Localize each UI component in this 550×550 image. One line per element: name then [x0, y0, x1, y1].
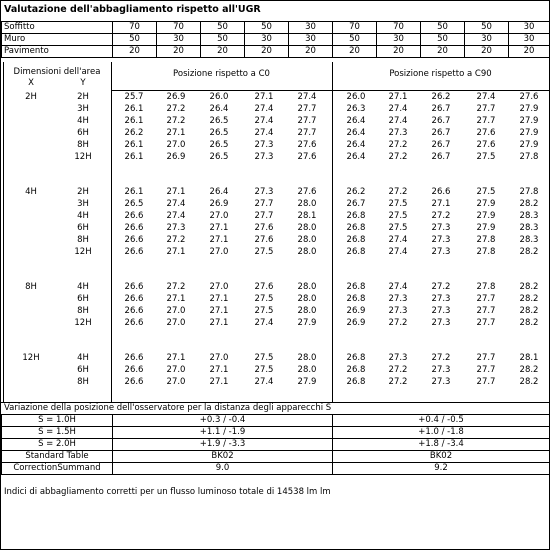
ugr-c0-value: 26.5	[209, 128, 229, 138]
ugr-c0-value: 27.4	[254, 104, 274, 114]
ugr-c90-value: 27.7	[476, 294, 496, 304]
ugr-c90-value: 27.1	[388, 92, 408, 102]
reflectance-row	[2, 34, 550, 46]
ugr-c0-value: 27.4	[166, 211, 186, 221]
ugr-c0-value: 27.2	[166, 116, 186, 126]
ugr-c90-value: 27.7	[476, 377, 496, 387]
ugr-c0-value: 26.5	[209, 140, 229, 150]
reflectance-value: 20	[509, 46, 550, 58]
room-y-value: 3H	[77, 104, 89, 114]
ugr-c90-value: 27.9	[476, 211, 496, 221]
ugr-c90-value: 27.6	[519, 92, 539, 102]
ugr-c90-value: 26.4	[346, 140, 366, 150]
ugr-c0-value: 26.9	[166, 92, 186, 102]
room-y-value: 6H	[77, 294, 89, 304]
ugr-c90-value: 26.6	[431, 187, 451, 197]
room-y-value: 12H	[74, 318, 92, 328]
ugr-c0-value: 26.6	[124, 365, 144, 375]
room-y-value: 2H	[77, 92, 89, 102]
room-y-value: 6H	[77, 223, 89, 233]
ugr-c90-value: 27.9	[519, 140, 539, 150]
ugr-c90-value: 26.7	[431, 128, 451, 138]
ugr-c0-value: 27.1	[209, 223, 229, 233]
ugr-c0-value: 26.1	[124, 187, 144, 197]
ugr-c0-value: 28.0	[297, 247, 317, 257]
ugr-c90-value: 26.8	[346, 211, 366, 221]
ugr-c90-value: 27.7	[476, 318, 496, 328]
ugr-c0-value: 27.6	[297, 140, 317, 150]
reflectance-value: 70	[157, 22, 201, 34]
ugr-c90-value: 27.4	[388, 116, 408, 126]
standard-table-row-label: Standard Table	[2, 451, 113, 463]
reflectance-value: 30	[289, 22, 333, 34]
reflectance-value: 20	[377, 46, 421, 58]
ugr-c90-value: 27.6	[476, 140, 496, 150]
ugr-c0-value: 27.4	[254, 128, 274, 138]
ugr-c90-value: 28.2	[519, 294, 539, 304]
reflectance-value: 50	[333, 34, 377, 46]
room-x-value: 4H	[25, 187, 37, 197]
ugr-c0-value: 28.0	[297, 306, 317, 316]
ugr-c90-value: 26.8	[346, 282, 366, 292]
room-y-value: 4H	[77, 116, 89, 126]
ugr-c90-value: 26.9	[346, 306, 366, 316]
ugr-c90-value: 27.2	[388, 187, 408, 197]
ugr-c90-value: 26.8	[346, 377, 366, 387]
ugr-c90-value: 28.3	[519, 211, 539, 221]
ugr-c90-value: 27.3	[431, 306, 451, 316]
ugr-c90-value: 26.8	[346, 235, 366, 245]
ugr-c90-value: 27.9	[476, 223, 496, 233]
ugr-c0-value: 28.1	[297, 211, 317, 221]
variation-row-c90: +0.4 / -0.5	[333, 415, 550, 427]
reflectance-value: 20	[113, 46, 157, 58]
ugr-c90-value: 27.1	[431, 199, 451, 209]
ugr-c0-value: 27.6	[254, 223, 274, 233]
reflectance-label: Pavimento	[2, 46, 113, 58]
ugr-c90-value: 27.5	[476, 187, 496, 197]
position-header-underline	[111, 90, 549, 91]
ugr-c90-value: 26.9	[346, 318, 366, 328]
ugr-c0-value: 26.6	[124, 235, 144, 245]
ugr-c0-value: 27.1	[209, 294, 229, 304]
reflectance-value: 70	[377, 22, 421, 34]
ugr-c0-value: 27.1	[209, 365, 229, 375]
ugr-c90-value: 28.3	[519, 223, 539, 233]
room-y-value: 8H	[77, 377, 89, 387]
room-x-value: 8H	[25, 282, 37, 292]
ugr-c90-value: 27.3	[431, 294, 451, 304]
room-y-value: 12H	[74, 152, 92, 162]
ugr-c0-value: 27.7	[254, 211, 274, 221]
ugr-c90-value: 27.7	[476, 306, 496, 316]
ugr-c90-value: 27.4	[388, 282, 408, 292]
ugr-c0-value: 27.3	[166, 223, 186, 233]
room-dimensions-header: Dimensioni dell'area	[13, 67, 101, 77]
ugr-c90-value: 28.2	[519, 247, 539, 257]
ugr-c90-value: 27.8	[476, 235, 496, 245]
ugr-c0-value: 27.4	[254, 116, 274, 126]
ugr-c90-value: 27.4	[388, 247, 408, 257]
ugr-c90-value: 27.2	[431, 211, 451, 221]
variation-row-label: S = 1.0H	[2, 415, 113, 427]
ugr-c0-value: 27.4	[166, 199, 186, 209]
ugr-c0-value: 25.7	[124, 92, 144, 102]
room-y-value: 4H	[77, 353, 89, 363]
ugr-c0-value: 26.9	[166, 152, 186, 162]
reflectance-table	[1, 21, 550, 58]
ugr-c90-value: 27.2	[388, 318, 408, 328]
ugr-c0-value: 27.3	[254, 140, 274, 150]
ugr-c0-value: 27.7	[254, 199, 274, 209]
c90-position-header: Posizione rispetto a C90	[389, 69, 492, 79]
ugr-c0-value: 26.4	[209, 104, 229, 114]
reflectance-value: 50	[465, 22, 509, 34]
ugr-c0-value: 27.0	[209, 282, 229, 292]
ugr-c0-value: 27.2	[166, 104, 186, 114]
ugr-c90-value: 27.7	[476, 116, 496, 126]
reflectance-value: 50	[421, 34, 465, 46]
ugr-c0-value: 26.6	[124, 306, 144, 316]
variation-title: Variazione della posizione dell'osservatore per la distanza degli apparecchi S	[4, 403, 332, 413]
ugr-c90-value: 27.3	[431, 318, 451, 328]
reflectance-value: 30	[245, 34, 289, 46]
standard-table-row	[2, 451, 550, 463]
ugr-c90-value: 27.9	[519, 104, 539, 114]
reflectance-row	[2, 22, 550, 34]
ugr-c0-value: 27.5	[254, 353, 274, 363]
c0-c90-divider	[332, 62, 333, 402]
ugr-c90-value: 27.9	[476, 199, 496, 209]
c0-position-header: Posizione rispetto a C0	[173, 69, 270, 79]
ugr-c90-value: 27.3	[431, 365, 451, 375]
ugr-c90-value: 27.7	[476, 104, 496, 114]
ugr-c90-value: 27.4	[476, 92, 496, 102]
reflectance-value: 50	[201, 34, 245, 46]
ugr-c0-value: 27.4	[254, 318, 274, 328]
room-y-value: 3H	[77, 199, 89, 209]
ugr-c0-value: 27.3	[254, 187, 274, 197]
footnote: Indici di abbagliamento corretti per un flusso luminoso totale di 14538 lm lm	[4, 487, 331, 497]
ugr-c90-value: 27.2	[431, 353, 451, 363]
ugr-c0-value: 27.1	[209, 377, 229, 387]
ugr-c0-value: 27.1	[166, 247, 186, 257]
variation-row-c0: +1.9 / -3.3	[113, 439, 333, 451]
ugr-c90-value: 27.8	[476, 282, 496, 292]
variation-row-label: S = 1.5H	[2, 427, 113, 439]
room-y-value: 6H	[77, 365, 89, 375]
room-x-value: 12H	[22, 353, 40, 363]
ugr-c0-value: 26.6	[124, 318, 144, 328]
ugr-c90-value: 27.5	[388, 199, 408, 209]
reflectance-value: 30	[377, 34, 421, 46]
ugr-c0-value: 28.0	[297, 235, 317, 245]
ugr-c90-value: 27.3	[431, 377, 451, 387]
ugr-c0-value: 27.0	[166, 365, 186, 375]
ugr-c90-value: 28.2	[519, 199, 539, 209]
standard-table-row-c0: BK02	[113, 451, 333, 463]
ugr-c90-value: 27.3	[388, 353, 408, 363]
ugr-c0-value: 26.5	[209, 116, 229, 126]
ugr-c0-value: 27.9	[297, 318, 317, 328]
correction-summand-row-label: CorrectionSummand	[2, 463, 113, 475]
ugr-c90-value: 26.4	[346, 152, 366, 162]
ugr-c0-value: 26.4	[209, 187, 229, 197]
ugr-c90-value: 26.8	[346, 223, 366, 233]
ugr-c0-value: 26.1	[124, 152, 144, 162]
reflectance-value: 30	[157, 34, 201, 46]
reflectance-value: 20	[333, 46, 377, 58]
room-y-value: 8H	[77, 235, 89, 245]
reflectance-value: 30	[465, 34, 509, 46]
ugr-c90-value: 28.3	[519, 235, 539, 245]
ugr-c0-value: 27.4	[254, 377, 274, 387]
reflectance-value: 20	[465, 46, 509, 58]
ugr-c90-value: 26.3	[346, 104, 366, 114]
ugr-c90-value: 28.2	[519, 318, 539, 328]
ugr-c0-value: 26.5	[124, 199, 144, 209]
ugr-c0-value: 27.1	[166, 128, 186, 138]
ugr-c90-value: 26.7	[346, 199, 366, 209]
reflectance-value: 50	[421, 22, 465, 34]
ugr-c0-value: 27.0	[209, 353, 229, 363]
variation-row	[2, 427, 550, 439]
ugr-c0-value: 26.6	[124, 294, 144, 304]
page-title: Valutazione dell'abbagliamento rispetto all'UGR	[4, 4, 261, 15]
ugr-c0-value: 27.1	[166, 294, 186, 304]
ugr-c90-value: 26.4	[346, 128, 366, 138]
ugr-c90-value: 26.0	[346, 92, 366, 102]
room-y-value: 4H	[77, 282, 89, 292]
ugr-c90-value: 28.2	[519, 377, 539, 387]
correction-summand-row-c90: 9.2	[333, 463, 550, 475]
ugr-c0-value: 27.2	[166, 235, 186, 245]
room-column-left-border	[3, 62, 4, 402]
ugr-c0-value: 27.0	[166, 377, 186, 387]
ugr-c90-value: 27.5	[476, 152, 496, 162]
ugr-c90-value: 27.8	[519, 152, 539, 162]
ugr-c0-value: 27.1	[166, 353, 186, 363]
ugr-c0-value: 26.5	[209, 152, 229, 162]
reflectance-label: Muro	[2, 34, 113, 46]
reflectance-row	[2, 46, 550, 58]
ugr-c90-value: 26.8	[346, 294, 366, 304]
ugr-c0-value: 26.6	[124, 282, 144, 292]
ugr-c90-value: 26.7	[431, 116, 451, 126]
ugr-c90-value: 27.2	[388, 140, 408, 150]
ugr-c0-value: 28.0	[297, 365, 317, 375]
ugr-c0-value: 27.6	[297, 187, 317, 197]
room-y-header: Y	[80, 78, 86, 88]
ugr-c0-value: 26.2	[124, 128, 144, 138]
room-column-divider	[111, 62, 112, 402]
ugr-c0-value: 27.5	[254, 247, 274, 257]
ugr-c0-value: 26.9	[209, 199, 229, 209]
ugr-c0-value: 27.2	[166, 282, 186, 292]
room-y-value: 8H	[77, 306, 89, 316]
ugr-c90-value: 27.4	[388, 235, 408, 245]
ugr-c90-value: 26.8	[346, 365, 366, 375]
ugr-c0-value: 26.1	[124, 104, 144, 114]
ugr-c90-value: 28.2	[519, 306, 539, 316]
ugr-c0-value: 27.0	[209, 247, 229, 257]
ugr-c0-value: 27.1	[209, 306, 229, 316]
ugr-c0-value: 26.0	[209, 92, 229, 102]
ugr-c90-value: 27.7	[476, 353, 496, 363]
ugr-c0-value: 28.0	[297, 282, 317, 292]
ugr-c90-value: 28.2	[519, 282, 539, 292]
reflectance-value: 20	[289, 46, 333, 58]
ugr-c90-value: 27.6	[476, 128, 496, 138]
ugr-c90-value: 27.4	[388, 104, 408, 114]
reflectance-value: 20	[201, 46, 245, 58]
room-y-value: 12H	[74, 247, 92, 257]
ugr-c90-value: 26.8	[346, 247, 366, 257]
reflectance-value: 20	[157, 46, 201, 58]
ugr-c90-value: 26.7	[431, 140, 451, 150]
ugr-c90-value: 27.7	[476, 365, 496, 375]
ugr-c90-value: 27.5	[388, 223, 408, 233]
ugr-c90-value: 27.2	[388, 152, 408, 162]
room-y-value: 8H	[77, 140, 89, 150]
ugr-c0-value: 27.0	[209, 211, 229, 221]
ugr-c0-value: 27.6	[254, 235, 274, 245]
ugr-c0-value: 27.1	[254, 92, 274, 102]
correction-summand-row-c0: 9.0	[113, 463, 333, 475]
reflectance-value: 70	[113, 22, 157, 34]
ugr-c0-value: 28.0	[297, 223, 317, 233]
reflectance-value: 50	[245, 22, 289, 34]
reflectance-value: 30	[509, 34, 550, 46]
reflectance-value: 30	[509, 22, 550, 34]
reflectance-value: 70	[333, 22, 377, 34]
ugr-c0-value: 27.0	[166, 140, 186, 150]
variation-row	[2, 439, 550, 451]
ugr-c0-value: 27.0	[166, 306, 186, 316]
ugr-c0-value: 27.9	[297, 377, 317, 387]
ugr-c0-value: 27.0	[166, 318, 186, 328]
ugr-c0-value: 26.6	[124, 377, 144, 387]
room-y-value: 6H	[77, 128, 89, 138]
ugr-c0-value: 27.4	[297, 92, 317, 102]
ugr-c90-value: 27.3	[388, 306, 408, 316]
ugr-c90-value: 28.1	[519, 353, 539, 363]
ugr-c90-value: 27.3	[431, 223, 451, 233]
ugr-c90-value: 27.8	[519, 187, 539, 197]
standard-table-row-c90: BK02	[333, 451, 550, 463]
ugr-c0-value: 27.5	[254, 294, 274, 304]
ugr-c0-value: 27.1	[209, 235, 229, 245]
ugr-c0-value: 26.6	[124, 247, 144, 257]
ugr-c0-value: 27.7	[297, 128, 317, 138]
ugr-c0-value: 28.0	[297, 353, 317, 363]
ugr-c90-value: 28.2	[519, 365, 539, 375]
ugr-c90-value: 27.2	[431, 282, 451, 292]
ugr-c90-value: 26.2	[431, 92, 451, 102]
variation-row-c0: +0.3 / -0.4	[113, 415, 333, 427]
ugr-c90-value: 27.2	[388, 377, 408, 387]
reflectance-value: 50	[113, 34, 157, 46]
ugr-c90-value: 26.2	[346, 187, 366, 197]
correction-summand-row	[2, 463, 550, 475]
ugr-c0-value: 26.1	[124, 140, 144, 150]
ugr-c90-value: 27.5	[388, 211, 408, 221]
ugr-c0-value: 27.3	[254, 152, 274, 162]
variation-row-label: S = 2.0H	[2, 439, 113, 451]
variation-row-c90: +1.0 / -1.8	[333, 427, 550, 439]
room-x-value: 2H	[25, 92, 37, 102]
reflectance-value: 50	[201, 22, 245, 34]
ugr-c0-value: 26.6	[124, 211, 144, 221]
ugr-c90-value: 27.8	[476, 247, 496, 257]
room-x-header: X	[28, 78, 34, 88]
ugr-c90-value: 27.3	[388, 294, 408, 304]
room-y-value: 2H	[77, 187, 89, 197]
ugr-c90-value: 27.3	[388, 128, 408, 138]
ugr-c90-value: 27.9	[519, 116, 539, 126]
ugr-c90-value: 26.8	[346, 353, 366, 363]
reflectance-value: 30	[289, 34, 333, 46]
variation-row	[2, 415, 550, 427]
ugr-c90-value: 27.3	[431, 235, 451, 245]
ugr-c0-value: 28.0	[297, 199, 317, 209]
ugr-c90-value: 27.3	[431, 247, 451, 257]
variation-row-c0: +1.1 / -1.9	[113, 427, 333, 439]
ugr-c90-value: 26.7	[431, 104, 451, 114]
ugr-c0-value: 27.1	[209, 318, 229, 328]
reflectance-label: Soffitto	[2, 22, 113, 34]
ugr-c90-value: 27.2	[388, 365, 408, 375]
ugr-c0-value: 27.1	[166, 187, 186, 197]
variation-table	[1, 414, 550, 475]
ugr-c0-value: 26.6	[124, 353, 144, 363]
ugr-c90-value: 27.9	[519, 128, 539, 138]
ugr-c90-value: 26.4	[346, 116, 366, 126]
ugr-c0-value: 28.0	[297, 294, 317, 304]
room-y-value: 4H	[77, 211, 89, 221]
ugr-c0-value: 27.7	[297, 104, 317, 114]
ugr-c0-value: 26.6	[124, 223, 144, 233]
ugr-c0-value: 27.6	[297, 152, 317, 162]
ugr-c0-value: 27.6	[254, 282, 274, 292]
ugr-c0-value: 27.5	[254, 306, 274, 316]
ugr-c0-value: 27.7	[297, 116, 317, 126]
reflectance-value: 20	[245, 46, 289, 58]
ugr-c90-value: 26.7	[431, 152, 451, 162]
variation-row-c90: +1.8 / -3.4	[333, 439, 550, 451]
ugr-c0-value: 27.5	[254, 365, 274, 375]
ugr-c0-value: 26.1	[124, 116, 144, 126]
reflectance-value: 20	[421, 46, 465, 58]
